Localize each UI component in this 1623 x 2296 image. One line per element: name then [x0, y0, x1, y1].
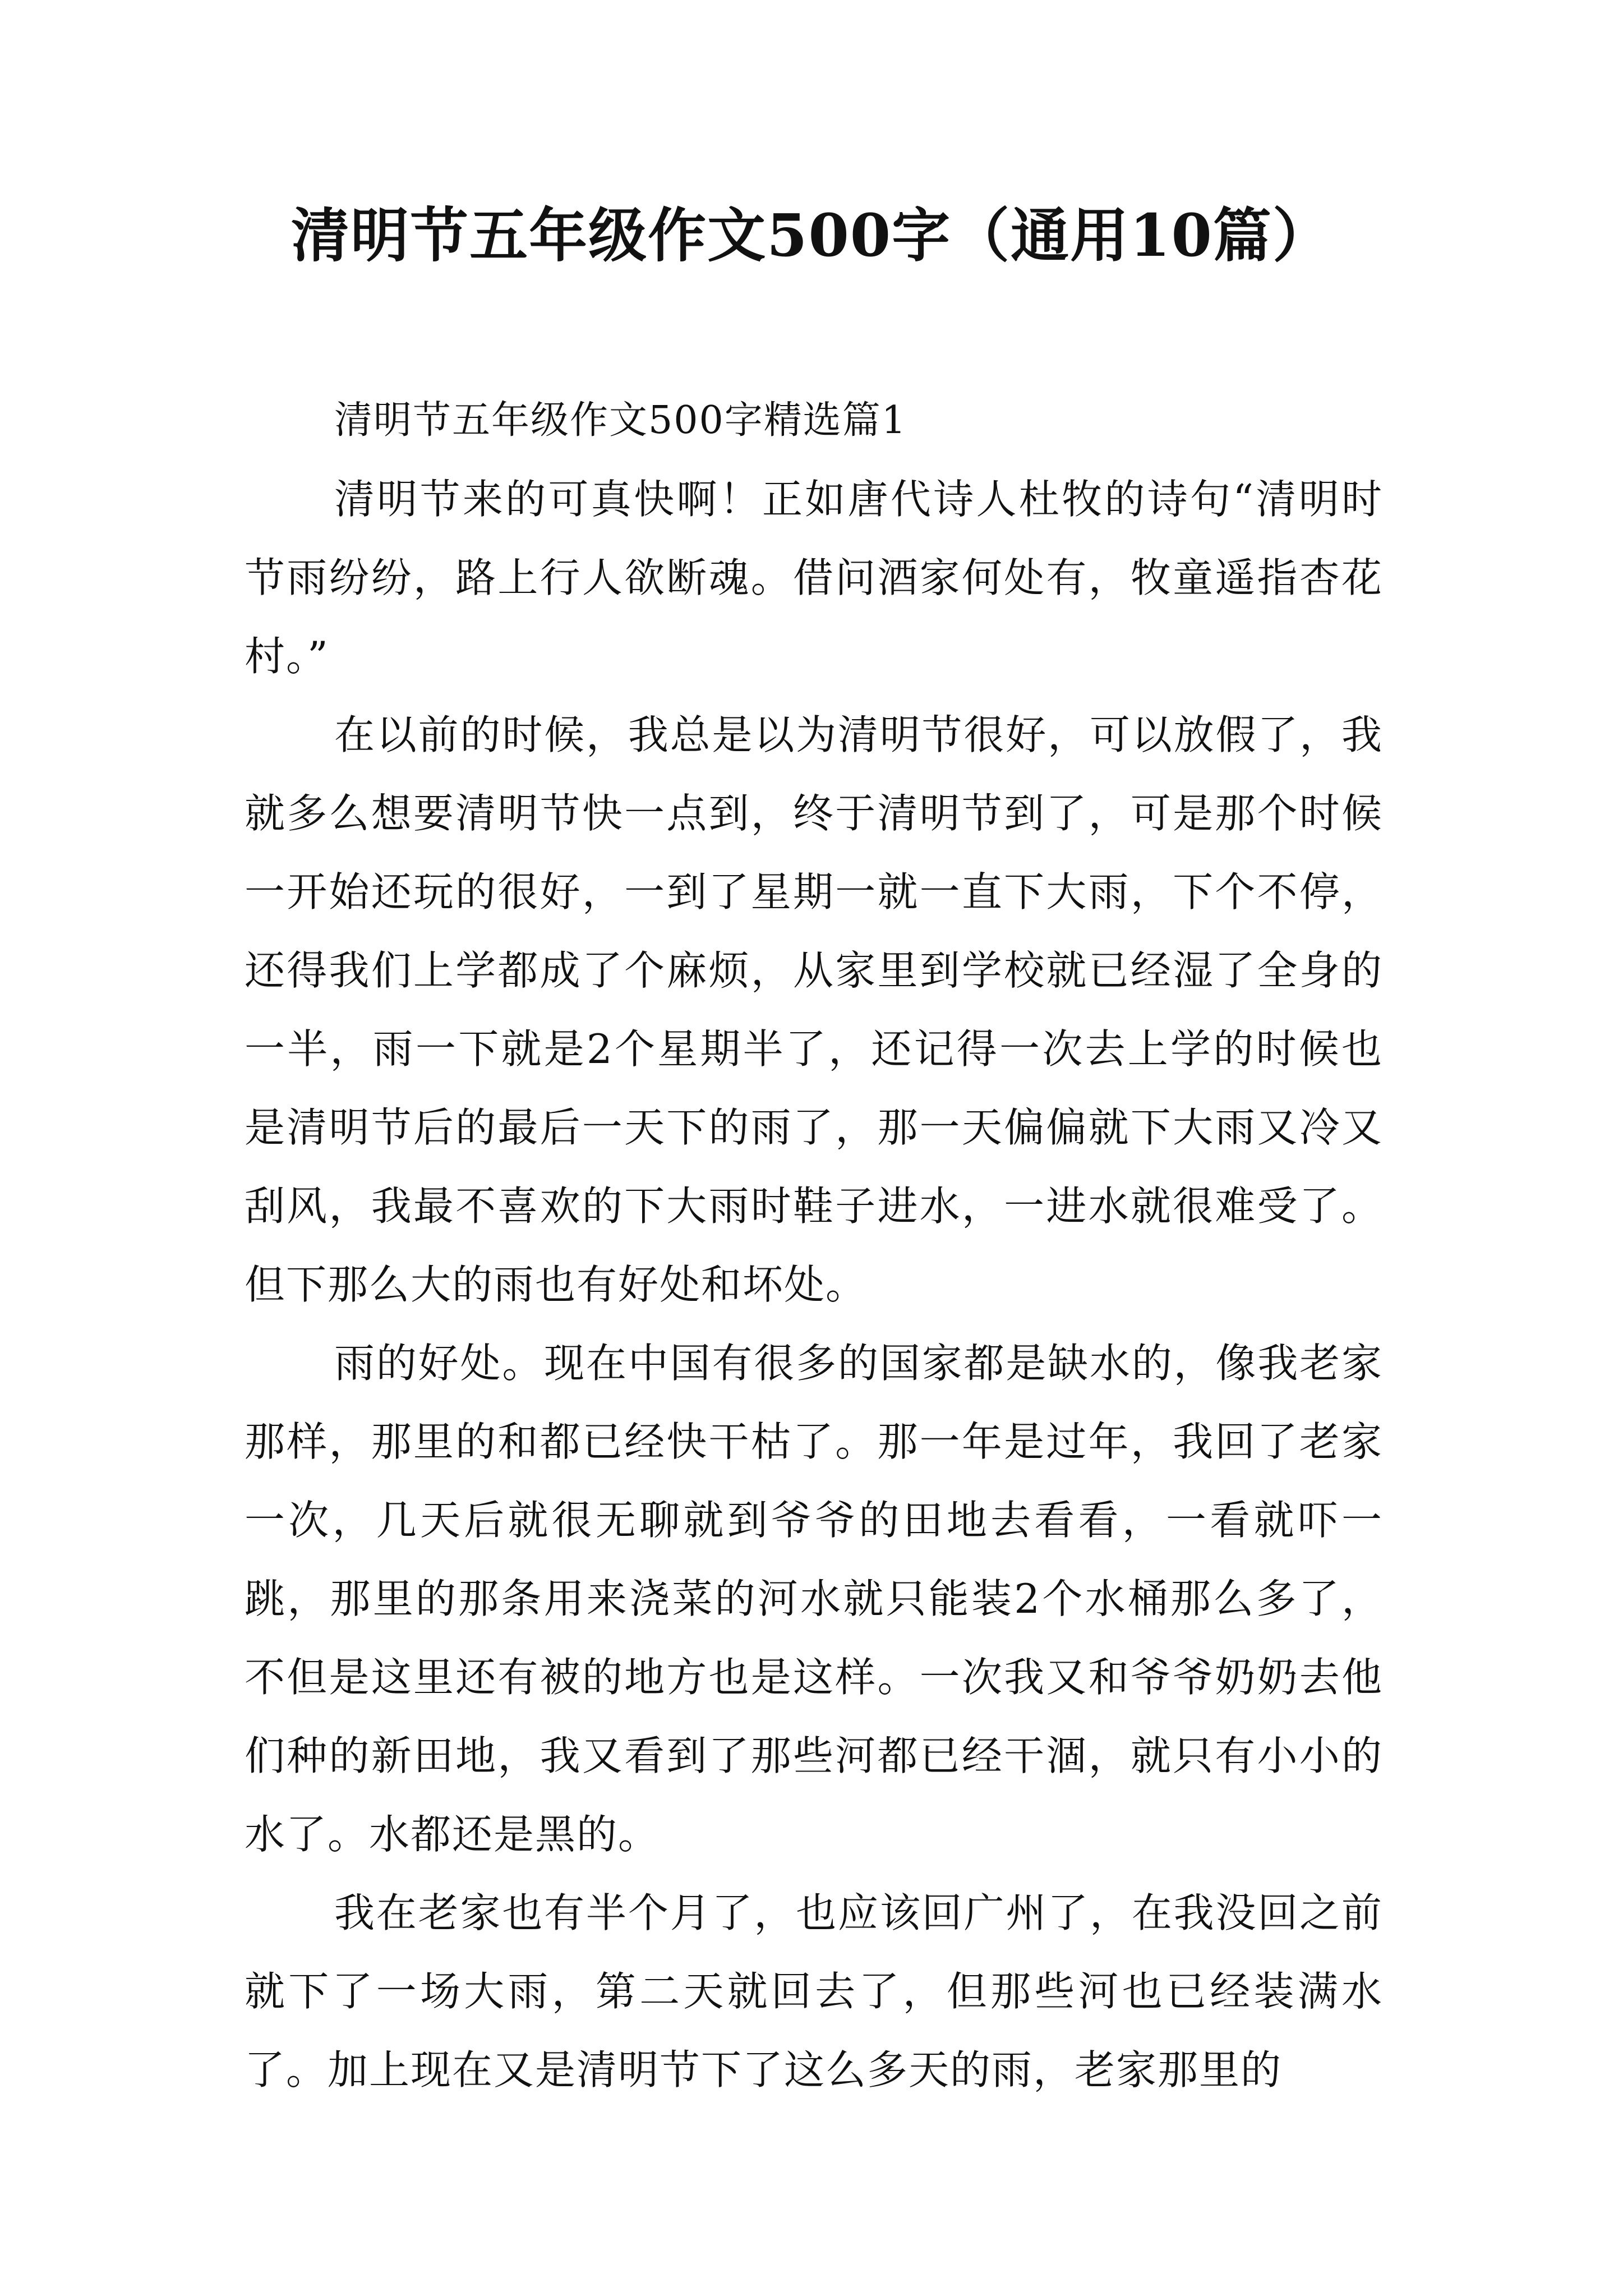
section-heading: 清明节五年级作文500字精选篇1 [334, 398, 907, 443]
document-title: 清明节五年级作文500字（通用10篇） [291, 201, 1332, 270]
paragraph-4: 我在老家也有半个月了，也应该回广州了，在我没回之前就下了一场大雨，第二天就回去了，但那些河也已经装满水了。加上现在又是清明节下了这么多天的雨，老家那里的 [245, 1889, 1383, 2093]
document-body [245, 381, 1383, 2109]
paragraph-2: 在以前的时候，我总是以为清明节很好，可以放假了，我就多么想要清明节快一点到，终于清明节到了，可是那个时候一开始还玩的很好，一到了星期一就一直下大雨，下个不停，还得我们上学都成了个麻烦，从家里到学校就已经湿了全身的一半，雨一下就是2个星期半了，还记得一次去上学的时候也是清明节后的最后一天下的雨了，那一天偏偏就下大雨又冷又刮风，我最不喜欢的下大雨时鞋子进水，一进水就很难受了。但下那么大的雨也有好处和坏处。 [245, 711, 1383, 1308]
paragraph-3: 雨的好处。现在中国有很多的国家都是缺水的，像我老家那样，那里的和都已经快干枯了。那一年是过年，我回了老家一次，几天后就很无聊就到爷爷的田地去看看，一看就吓一跳，那里的那条用来浇菜的河水就只能装2个水桶那么多了，不但是这里还有被的地方也是这样。一次我又和爷爷奶奶去他们种的新田地，我又看到了那些河都已经干涸，就只有小小的水了。水都还是黑的。 [245, 1340, 1383, 1858]
paragraph-1: 清明节来的可真快啊！正如唐代诗人杜牧的诗句“清明时节雨纷纷，路上行人欲断魂。借问酒家何处有，牧童遥指杏花村。” [245, 476, 1383, 680]
